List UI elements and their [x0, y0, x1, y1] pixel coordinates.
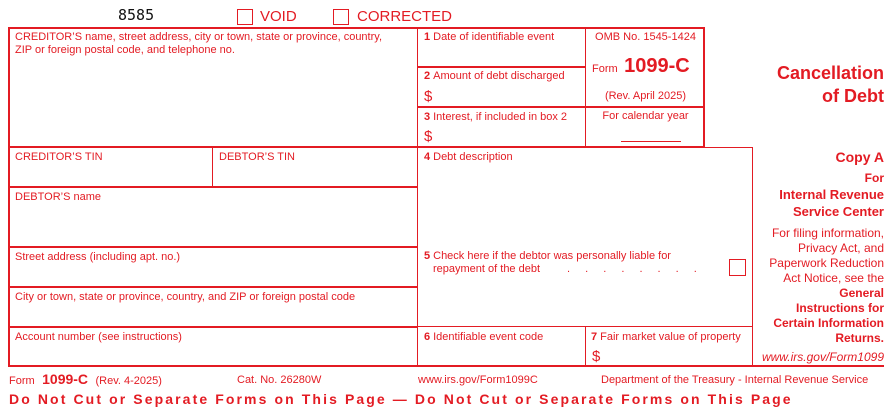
omb-number: OMB No. 1545-1424	[595, 31, 696, 43]
footer-form-name: 1099-C	[42, 371, 89, 387]
box7-label: 7 Fair market value of property	[591, 331, 741, 343]
debtor-name-label: DEBTOR’S name	[15, 191, 101, 203]
general-instructions-line2: Instructions for	[795, 301, 884, 315]
corrected-checkbox[interactable]	[333, 9, 349, 25]
info-line2: Privacy Act, and	[797, 241, 884, 255]
city-label: City or town, state or province, country, and ZIP or foreign postal code	[15, 291, 356, 303]
box5-label-line2: repayment of the debt	[433, 263, 541, 275]
box1-label: 1 Date of identifiable event	[424, 31, 555, 43]
box5-label: 5 Check here if the debtor was personally liable for	[424, 250, 671, 262]
footer-form-id	[9, 371, 162, 389]
footer-revision: (Rev. 4-2025)	[95, 375, 162, 387]
revision-date: (Rev. April 2025)	[604, 90, 687, 102]
corrected-label: CORRECTED	[357, 8, 453, 25]
irs-label-line2: Service Center	[792, 204, 884, 219]
footer-cat-no: Cat. No. 26280W	[237, 374, 322, 386]
calendar-year-label: For calendar year	[602, 110, 689, 122]
info-line1: For filing information,	[771, 226, 884, 240]
box5-checkbox[interactable]	[729, 259, 746, 276]
box2-dollar: $	[424, 88, 433, 105]
box3-label: 3 Interest, if included in box 2	[424, 111, 568, 123]
creditor-label: CREDITOR’S name, street address, city or town, state or province, country,	[15, 31, 383, 43]
irs-label-line1: Internal Revenue	[779, 187, 884, 202]
copy-label: Copy A	[835, 149, 884, 165]
account-label: Account number (see instructions)	[15, 331, 182, 343]
info-line3: Paperwork Reduction	[769, 256, 884, 270]
form-url: www.irs.gov/Form1099	[761, 350, 884, 364]
box4-label: 4 Debt description	[424, 151, 513, 163]
creditor-tin-label: CREDITOR’S TIN	[15, 151, 103, 163]
footer-url: www.irs.gov/Form1099C	[418, 374, 538, 386]
info-line4: Act Notice, see the	[783, 271, 884, 285]
form-word: Form	[592, 63, 618, 75]
right-panel-bottom-rule	[753, 365, 884, 367]
box2-label: 2 Amount of debt discharged	[424, 70, 565, 82]
debtor-tin-label: DEBTOR’S TIN	[219, 151, 295, 163]
creditor-label-line2: ZIP or foreign postal code, and telephone no.	[15, 44, 235, 56]
footer-department: Department of the Treasury - Internal Revenue Service	[601, 374, 869, 386]
void-label: VOID	[260, 8, 297, 25]
street-label: Street address (including apt. no.)	[15, 251, 181, 263]
form-name: 1099-C	[624, 55, 690, 77]
general-instructions-line4: Returns.	[835, 331, 884, 345]
do-not-cut-warning: Do Not Cut or Separate Forms on This Page — Do Not Cut or Separate Forms on This Page	[9, 391, 793, 407]
box6-label: 6 Identifiable event code	[424, 331, 544, 343]
box7-dollar: $	[592, 348, 601, 365]
form-code: 8585	[118, 6, 155, 24]
general-instructions-line3: Certain Information	[773, 316, 884, 330]
box5-leader-dots: . . . . . . . .	[567, 263, 703, 275]
form-title-line1: Cancellation	[776, 63, 884, 83]
general-instructions-line1: General	[839, 286, 884, 300]
form-id	[592, 55, 690, 78]
form-title-line2: of Debt	[822, 86, 884, 106]
void-checkbox[interactable]	[237, 9, 253, 25]
box3-dollar: $	[424, 128, 433, 145]
calendar-year-input[interactable]	[621, 141, 681, 142]
for-label: For	[864, 171, 884, 185]
footer-form-word: Form	[9, 375, 35, 387]
